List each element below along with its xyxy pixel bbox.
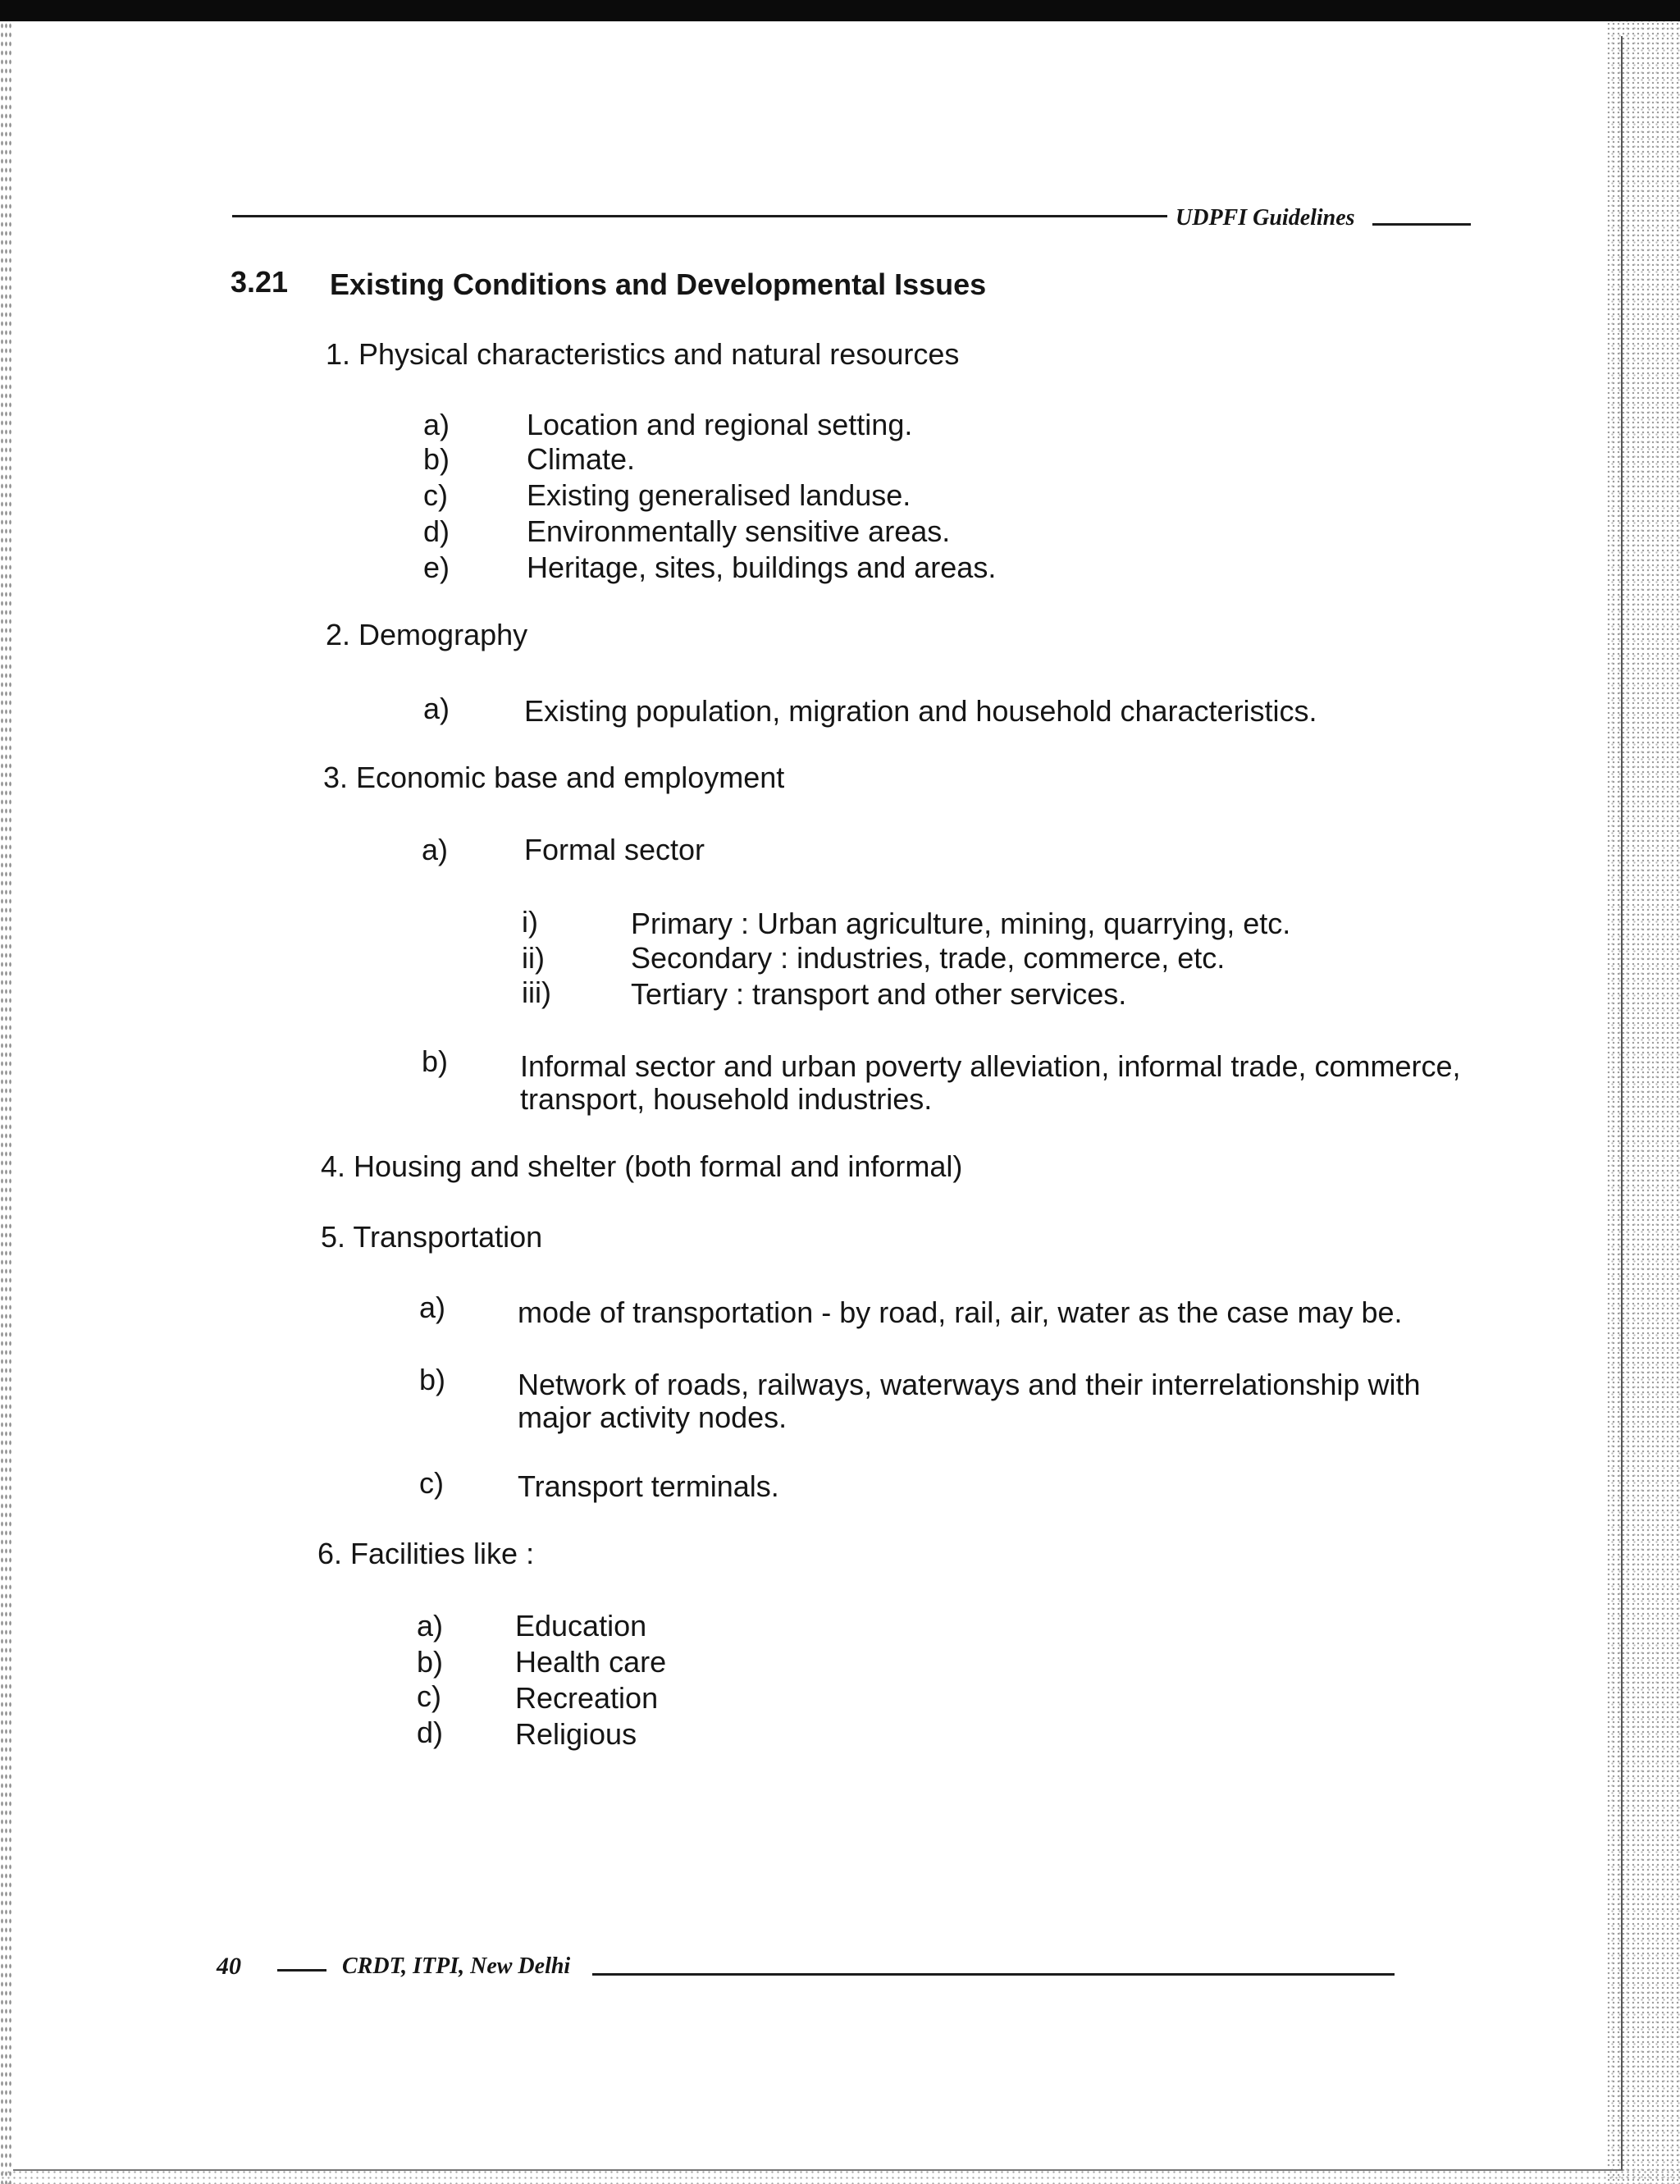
list-label: d) (423, 514, 450, 548)
list-label: a) (422, 833, 449, 866)
list-item: Education (515, 1609, 647, 1643)
list-label: b) (422, 1044, 449, 1078)
item-heading: 3. Economic base and employment (323, 761, 785, 794)
list-label: d) (417, 1716, 444, 1749)
footer-rule-left (277, 1969, 326, 1972)
list-item: Environmentally sensitive areas. (527, 514, 951, 548)
list-label: c) (423, 478, 448, 512)
item-heading: 4. Housing and shelter (both formal and informal) (321, 1149, 963, 1183)
sublist-label: iii) (522, 975, 551, 1009)
list-label: a) (423, 692, 450, 725)
section-title: Existing Conditions and Developmental Issues (330, 267, 987, 301)
section-number: 3.21 (231, 265, 289, 299)
list-label: c) (419, 1466, 444, 1500)
header-rule-right (1372, 223, 1471, 226)
list-item: Existing generalised landuse. (527, 478, 911, 512)
sublist-label: i) (522, 905, 538, 939)
sublist-item: Primary : Urban agriculture, mining, quarrying, etc. (631, 907, 1291, 940)
list-label: c) (417, 1679, 441, 1713)
list-item: Network of roads, railways, waterways and their interrelationship with (518, 1368, 1421, 1401)
header-rule-left (232, 215, 1167, 217)
list-item: Religious (515, 1717, 637, 1751)
list-item: Existing population, migration and household characteristics. (524, 694, 1317, 728)
list-label: a) (423, 408, 450, 441)
footer-publisher: CRDT, ITPI, New Delhi (342, 1953, 571, 1979)
list-item: Climate. (527, 442, 636, 476)
list-label: e) (423, 551, 450, 584)
footer-rule-right (592, 1973, 1395, 1976)
item-heading: 6. Facilities like : (317, 1537, 535, 1570)
item-heading: 5. Transportation (321, 1220, 543, 1254)
list-label: a) (417, 1609, 444, 1643)
page-number: 40 (217, 1953, 241, 1980)
list-item: Formal sector (524, 833, 705, 866)
list-item: mode of transportation - by road, rail, air, water as the case may be. (518, 1295, 1403, 1329)
item-heading: 1. Physical characteristics and natural resources (326, 337, 960, 371)
scan-left-edge (0, 21, 13, 2184)
item-heading: 2. Demography (326, 618, 528, 651)
list-item: Heritage, sites, buildings and areas. (527, 551, 997, 584)
list-item-continued: transport, household industries. (520, 1082, 933, 1116)
list-item-continued: major activity nodes. (518, 1400, 788, 1434)
list-label: b) (423, 442, 450, 476)
list-item: Health care (515, 1645, 667, 1679)
list-label: b) (417, 1645, 444, 1679)
sublist-label: ii) (522, 941, 545, 975)
sublist-item: Secondary : industries, trade, commerce, etc. (631, 941, 1226, 975)
scan-top-edge (0, 0, 1680, 21)
list-item: Transport terminals. (518, 1469, 779, 1503)
list-label: a) (419, 1291, 446, 1324)
running-header: UDPFI Guidelines (1176, 205, 1355, 231)
list-label: b) (419, 1363, 446, 1396)
sublist-item: Tertiary : transport and other services. (631, 977, 1127, 1011)
list-item: Informal sector and urban poverty alleviation, informal trade, commerce, (520, 1049, 1461, 1083)
list-item: Recreation (515, 1681, 659, 1715)
list-item: Location and regional setting. (527, 408, 913, 441)
scan-bottom-noise (0, 2169, 1680, 2184)
